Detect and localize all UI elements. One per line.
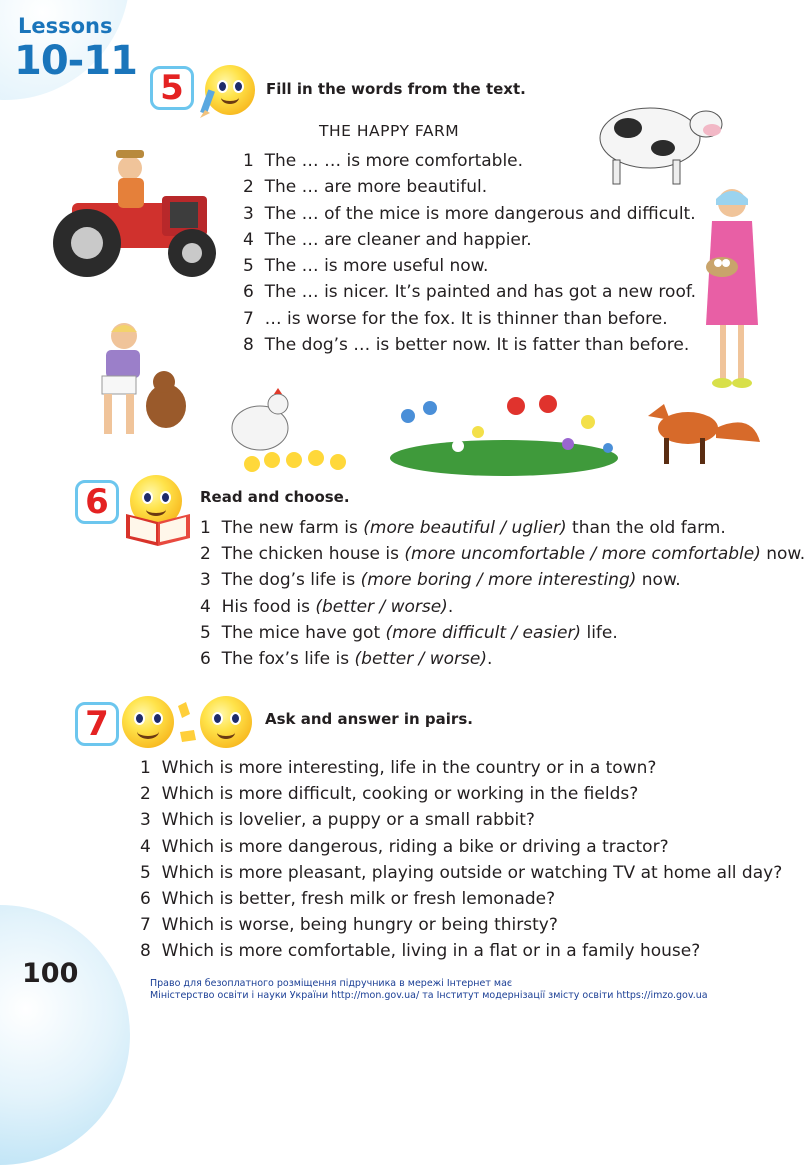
page-corner-decoration	[0, 905, 130, 1165]
fox-illustration	[642, 392, 762, 470]
list-item: 2 The chicken house is (more uncomfortable / more comfortable) now.	[200, 544, 805, 565]
list-item: 6 Which is better, fresh milk or fresh lemonade?	[140, 888, 556, 909]
list-item: 5 Which is more pleasant, playing outside or watching TV at home all day?	[140, 862, 783, 883]
list-item: 3 The dog’s life is (more boring / more interesting) now.	[200, 570, 681, 591]
list-item: 3 Which is lovelier, a puppy or a small rabbit?	[140, 810, 535, 831]
list-item: 5 The … is more useful now.	[243, 256, 489, 277]
list-item: 5 The mice have got (more difficult / easier) life.	[200, 622, 618, 643]
list-item: 7 … is worse for the fox. It is thinner than before.	[243, 308, 668, 329]
footer-line-1: Право для безоплатного розміщення підручника в мережі Інтернет має	[150, 978, 513, 989]
page-number: 100	[22, 958, 79, 989]
list-item: 8 Which is more comfortable, living in a flat or in a family house?	[140, 941, 701, 962]
footer-line-2: Міністерство освіти і науки України http://mon.gov.ua/ та Інститут модернізації змісту освіти https://imzo.gov.ua	[150, 990, 708, 1001]
listening-smiley-icon	[200, 696, 252, 748]
book-icon	[122, 508, 194, 548]
farm-woman-with-eggs-illustration	[692, 185, 772, 395]
list-item: 3 The … of the mice is more dangerous and difficult.	[243, 203, 696, 224]
exercise-5-instruction: Fill in the words from the text.	[266, 80, 526, 98]
list-item: 1 Which is more interesting, life in the country or in a town?	[140, 758, 657, 778]
list-item: 7 Which is worse, being hungry or being thirsty?	[140, 915, 558, 936]
hen-and-chicks-illustration	[222, 388, 352, 478]
exercise-6-list	[200, 518, 805, 675]
exercise-6-number: 6	[75, 480, 119, 524]
cow-illustration	[588, 88, 728, 188]
list-item: 2 Which is more difficult, cooking or working in the fields?	[140, 784, 639, 805]
farmer-on-tractor-illustration	[42, 138, 222, 283]
talking-smiley-icon	[122, 696, 174, 748]
list-item: 4 Which is more dangerous, riding a bike or driving a tractor?	[140, 836, 669, 857]
copyright-footer	[150, 978, 708, 1002]
exercise-6-instruction: Read and choose.	[200, 488, 350, 506]
lessons-label: Lessons	[18, 14, 113, 38]
story-title: THE HAPPY FARM	[319, 122, 460, 140]
exercise-7-instruction: Ask and answer in pairs.	[265, 710, 473, 728]
pencil-icon	[196, 88, 222, 122]
exercise-7-list	[140, 758, 782, 968]
exercise-7-number: 7	[75, 702, 119, 746]
list-item: 1 The … … is more comfortable.	[243, 151, 524, 171]
flower-garden-illustration	[388, 392, 620, 476]
list-item: 4 His food is (better / worse).	[200, 596, 454, 617]
lessons-number: 10-11	[14, 38, 137, 84]
list-item: 1 The new farm is (more beautiful / uglier) than the old farm.	[200, 518, 726, 538]
list-item: 2 The … are more beautiful.	[243, 177, 488, 198]
hands-gesture-icon	[172, 700, 202, 746]
list-item: 8 The dog’s … is better now. It is fatter than before.	[243, 335, 690, 356]
exercise-5-number: 5	[150, 66, 194, 110]
list-item: 4 The … are cleaner and happier.	[243, 229, 532, 250]
list-item: 6 The … is nicer. It’s painted and has got a new roof.	[243, 282, 696, 303]
boy-with-dog-illustration	[96, 318, 196, 440]
list-item: 6 The fox’s life is (better / worse).	[200, 648, 493, 669]
